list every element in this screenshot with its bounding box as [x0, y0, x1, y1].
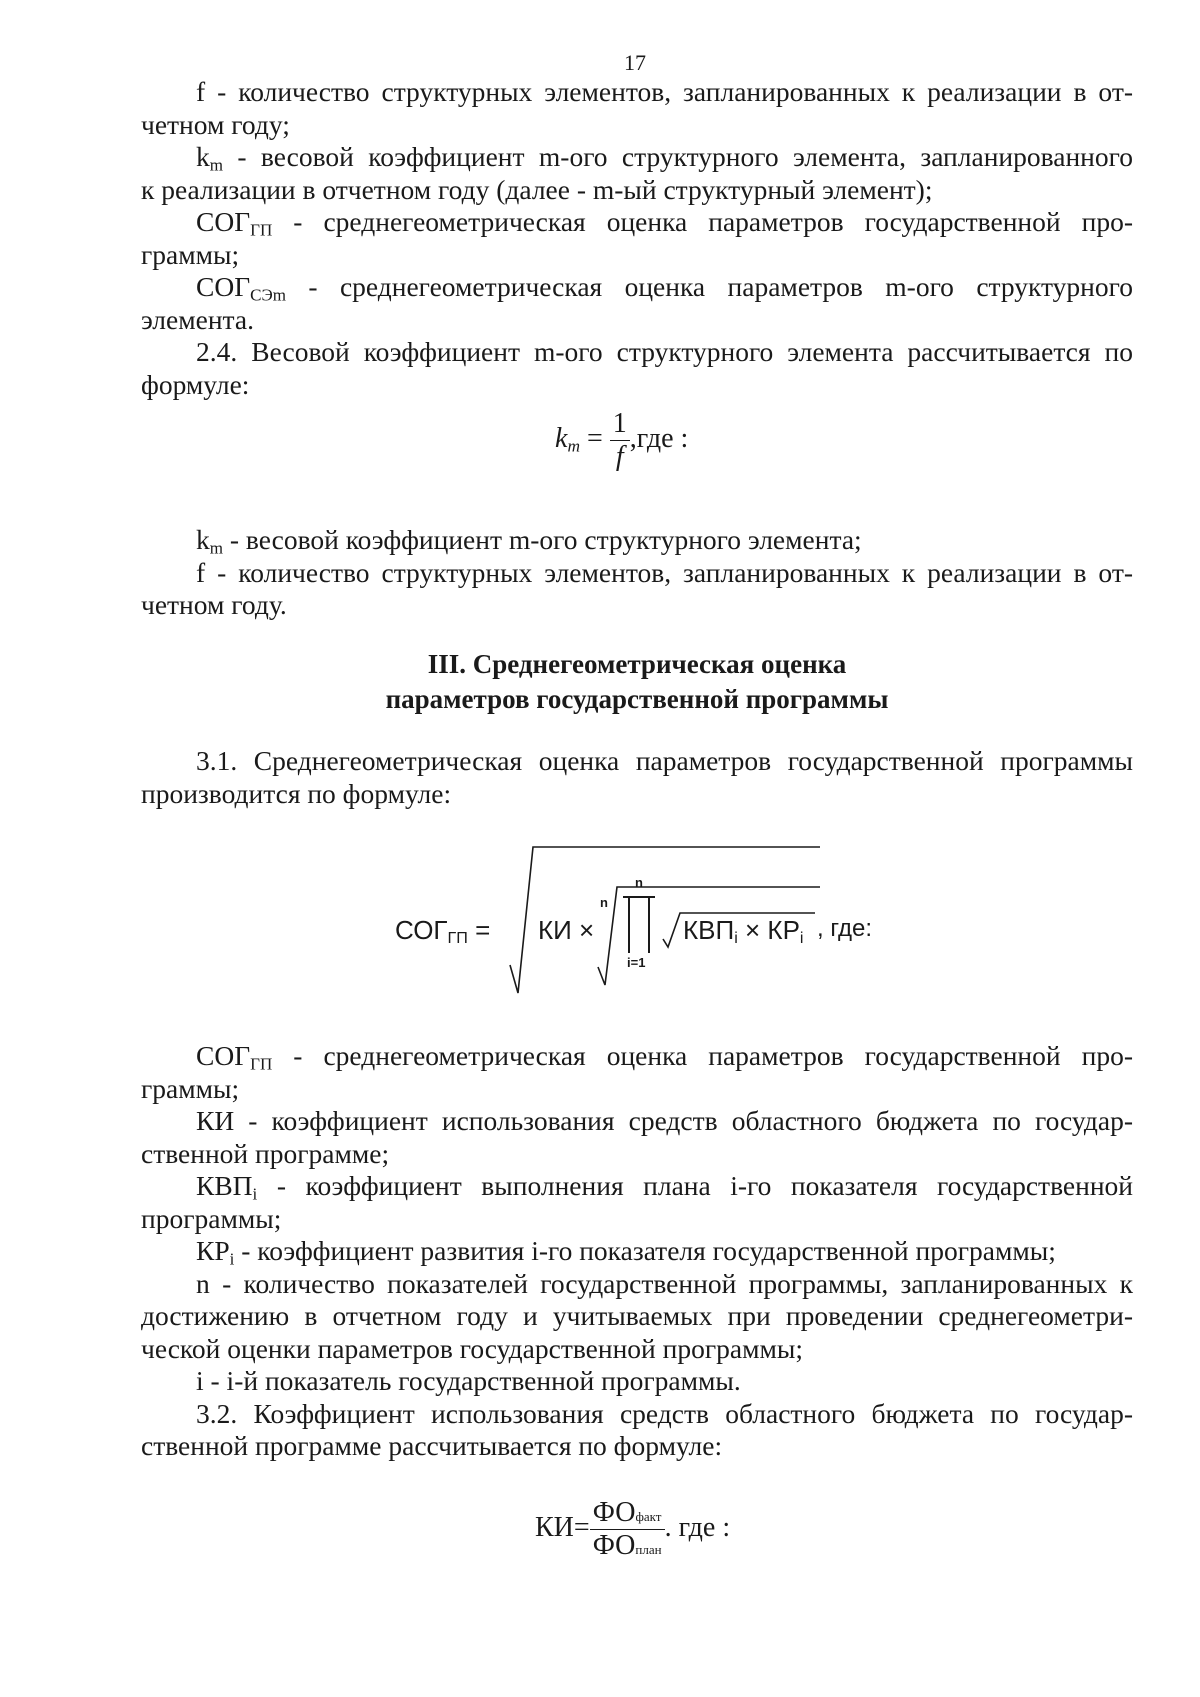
formula-product-top: n: [635, 875, 643, 890]
paragraph-line: программы;: [141, 1202, 282, 1234]
formula-fraction: [590, 1497, 665, 1562]
paragraph-line: элемента.: [141, 303, 254, 335]
formula-lhs: $СОГ_{ГП}$ =: [395, 915, 491, 948]
definitions-block-3: [141, 1040, 1133, 1463]
fraction-numerator: 1: [610, 408, 630, 441]
paragraph-line: 3.1. Среднегеометрическая оценка параметров государственной программы: [196, 745, 1133, 776]
fraction-numerator: ФОфакт: [590, 1497, 665, 1530]
paragraph-f-definition: f - количество структурных элементов, запланированных к реализации в от-: [196, 76, 1133, 107]
formula-tail: ,где :: [629, 422, 689, 454]
paragraph-line: ственной программе рассчитывается по формуле:: [141, 1430, 723, 1461]
section-heading: [141, 647, 1133, 717]
paragraph-line: i - i-й показатель государственной программы.: [196, 1365, 741, 1396]
paragraph-line: $КР_i$ - коэффициент развития i-го показателя государственной программы;: [196, 1235, 1056, 1269]
section-heading-line-2: параметров государственной программы: [385, 684, 889, 714]
paragraph-sog-gp-definition: $СОГ_{ГП}$ - среднегеометрическая оценка параметров государственной про-: [196, 206, 1133, 240]
paragraph-line: 3.2. Коэффициент использования средств областного бюджета по государ-: [196, 1397, 1133, 1429]
formula-symbol: k: [555, 422, 568, 454]
section-heading-line-1: III. Среднегеометрическая оценка: [427, 649, 847, 679]
formula-fraction: [610, 408, 630, 473]
paragraph-3-1: [141, 745, 1133, 810]
paragraph-line: достижению в отчетном году и учитываемых при проведении среднегеометри-: [141, 1300, 1133, 1331]
formula-ki: [535, 1497, 775, 1587]
paragraph-line: граммы;: [141, 238, 240, 270]
formula-inner: $КВП_i \times КР_i$: [683, 915, 804, 948]
paragraph-f-definition-2: f - количество структурных элементов, запланированных к реализации в от-: [196, 556, 1133, 588]
formula-root-index: n: [600, 895, 608, 910]
formula-tail: . где :: [664, 1511, 731, 1543]
paragraph-line: формуле:: [141, 368, 250, 400]
paragraph-line: производится по формуле:: [141, 777, 452, 809]
formula-equals: =: [573, 1511, 590, 1543]
fraction-denominator: f: [615, 441, 624, 472]
formula-ki: КИ ×: [538, 915, 595, 945]
formula-product-bottom: i=1: [627, 955, 646, 970]
paragraph-line: четном году;: [141, 108, 290, 140]
paragraph-line: $СОГ_{ГП}$ - среднегеометрическая оценка параметров государственной про-: [196, 1040, 1133, 1074]
page-number: 17: [624, 50, 646, 75]
formula-equals: =: [586, 422, 603, 454]
paragraph-line: к реализации в отчетном году (далее - m-ый структурный элемент);: [141, 173, 933, 205]
paragraph-line: ственной программе;: [141, 1137, 390, 1169]
definitions-block-1: [141, 76, 1133, 401]
paragraph-sog-sem-definition: $СОГ_{СЭm}$ - среднегеометрическая оценка параметров m-ого структурного: [196, 271, 1133, 305]
paragraph-km-definition: $k_m$ - весовой коэффициент m-ого структурного элемента, запланированного: [196, 141, 1133, 175]
formula-tail: , где:: [817, 915, 873, 942]
paragraph-line: n - количество показателей государственной программы, запланированных к: [196, 1267, 1133, 1299]
formula-subscript: m: [567, 436, 580, 456]
formula-sog-gp: [395, 845, 895, 1005]
formula-lhs: КИ: [535, 1511, 574, 1543]
paragraph-line: $КВП_i$ - коэффициент выполнения плана i-го показателя государственной: [196, 1170, 1133, 1204]
formula-km: [555, 408, 755, 490]
fraction-denominator: ФОплан: [592, 1530, 662, 1561]
paragraph-line: четном году.: [141, 589, 287, 620]
paragraph-2-4: 2.4. Весовой коэффициент m-ого структурного элемента рассчитывается по: [196, 336, 1133, 367]
paragraph-line: КИ - коэффициент использования средств областного бюджета по государ-: [196, 1105, 1133, 1136]
paragraph-line: ческой оценки параметров государственной программы;: [141, 1332, 804, 1364]
paragraph-km-definition-2: $k_m$ - весовой коэффициент m-ого структурного элемента;: [196, 524, 862, 558]
definitions-block-2: [141, 524, 1133, 622]
paragraph-line: граммы;: [141, 1072, 240, 1104]
